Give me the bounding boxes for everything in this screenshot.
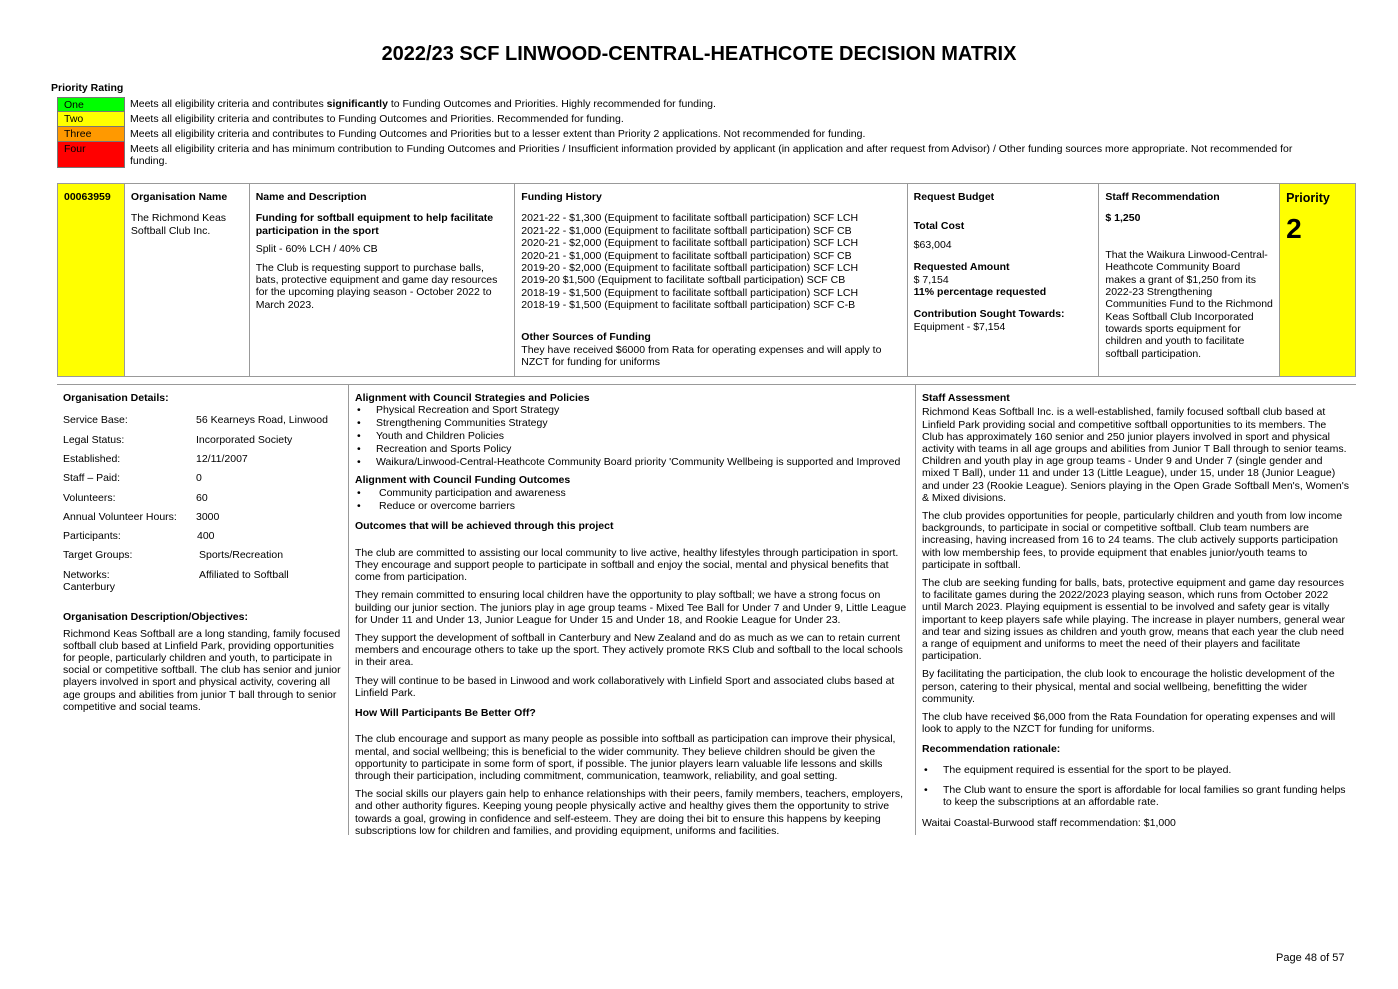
priority-desc-three: Meets all eligibility criteria and contributes to Funding Outcomes and Priorities but to a lesser extent than Priority 2 applications. Not recommended for funding. — [130, 128, 866, 140]
name-description-cell — [250, 184, 516, 376]
priority-rating-legend — [57, 97, 1317, 168]
org-detail-row — [63, 414, 342, 433]
priority-swatch-three: Three — [57, 127, 125, 142]
organisation-details-column — [57, 385, 348, 835]
project-title: Funding for softball equipment to help facilitate participation in the sport — [255, 212, 494, 237]
priority-value: 2 — [1286, 212, 1302, 244]
organisation-name-cell — [125, 184, 250, 376]
requested-percentage: 11% percentage requested — [913, 285, 1047, 298]
requested-amount-value: $ 7,154 — [913, 273, 949, 286]
org-detail-value: Affiliated to Softball — [199, 568, 289, 581]
org-detail-row — [63, 569, 342, 581]
rationale-heading: Recommendation rationale: — [922, 743, 1061, 756]
org-detail-value: 0 — [196, 472, 202, 485]
priority-rating-row — [57, 142, 1317, 168]
alignment-column — [348, 385, 915, 835]
org-detail-label: Service Base: — [63, 414, 128, 427]
staff-assessment-paragraph: The club provides opportunities for people, particularly children and youth from low income backgrounds, to participate in social or competitive softball. Club team numbers are increasing, having increased from 16 to 24 teams. The club actively supports participation with low membership fees, to provide equipment that enables junior/youth teams to participate in softball. — [922, 510, 1343, 571]
strategy-item: • Physical Recreation and Sport Strategy — [355, 404, 909, 417]
priority-desc-one: Meets all eligibility criteria and contributes significantly to Funding Outcomes and Priorities. Highly recommended for funding. — [130, 98, 716, 110]
org-detail-value: 12/11/2007 — [196, 452, 248, 465]
priority-swatch-two: Two — [57, 112, 125, 127]
staff-recommendation-text: That the Waikura Linwood-Central-Heathcote Community Board makes a grant of $1,250 from its 2022-23 Strengthening Communities Fund to the Richmond Keas Softball Club Incorporated towards sports equipment for children and youth to facilitate softball participation. — [1105, 248, 1273, 360]
org-detail-row — [63, 549, 342, 568]
other-funding-heading: Other Sources of Funding — [521, 331, 651, 344]
org-detail-row — [63, 530, 342, 549]
org-detail-row — [63, 472, 342, 491]
rationale-item: • The Club want to ensure the sport is affordable for local families so grant funding helps to keep the subscriptions at an affordable rate. — [922, 784, 1350, 810]
contribution-sought-value: Equipment - $7,154 — [913, 320, 1006, 333]
org-detail-value: 3000 — [196, 510, 220, 523]
name-description-heading: Name and Description — [255, 191, 367, 203]
staff-recommendation-amount: $ 1,250 — [1105, 212, 1141, 225]
funding-history-heading: Funding History — [521, 191, 602, 203]
strategy-item: • Waikura/Linwood-Central-Heathcote Community Board priority 'Community Wellbeing is supported and Improved — [355, 456, 909, 469]
strategy-item: • Youth and Children Policies — [355, 430, 909, 443]
organisation-name: The Richmond Keas Softball Club Inc. — [130, 212, 227, 237]
funding-outcome-item: • Reduce or overcome barriers — [355, 500, 909, 513]
staff-assessment-paragraph: The club are seeking funding for balls, bats, protective equipment and game day resources to facilitate games during the 2022/2023 playing season, which runs from October 2022 until March 2023. Playing equipment is essential to be involved and safety gear is vitally important to keep players safe while playing. The increase in player numbers, general wear and tear and sizing issues as children and youth grow, means that each year the club need a range of equipment and uniforms to meet the need of their players and facilitate participation. — [922, 577, 1345, 663]
rationale-list — [922, 764, 1350, 809]
funding-history-item: 2019-20 - $2,000 (Equipment to facilitate softball participation) SCF LCH — [521, 261, 859, 274]
staff-assessment-paragraph: Richmond Keas Softball Inc. is a well-established, family focused softball club based at Linfield Park providing social and competitive softball opportunities to its members. The Club has approximately 160 senior and 250 junior players involved in sport and physical activity with teams in all age groups and abilities from Junior T Ball through to senior teams. Children and youth play in age group teams - Under 9 and Under 7 (single gender and mixed T Ball), under 11 and under 13 (Little League), under 15, under 18 (Junior League) and under 23 (Rookie League). Seniors playing in the Open Grade Softball Men's, Women's & Mixed divisions. — [922, 406, 1349, 504]
organisation-description-heading: Organisation Description/Objectives: — [63, 611, 248, 624]
funding-history-item: 2019-20 $1,500 (Equipment to facilitate softball participation) SCF CB — [521, 274, 846, 287]
staff-assessment-heading: Staff Assessment — [922, 392, 1010, 404]
funding-outcome-item: • Community participation and awareness — [355, 487, 909, 500]
outcomes-paragraph: They will continue to be based in Linwood and work collaboratively with Linfield Sport and associated clubs based at Linfield Park. — [355, 674, 895, 699]
priority-rating-heading: Priority Rating — [51, 82, 124, 94]
decision-matrix-row — [57, 183, 1356, 377]
priority-rating-row — [57, 112, 1317, 127]
org-detail-value: 56 Kearneys Road, Linwood — [196, 414, 328, 427]
strategy-item: • Strengthening Communities Strategy — [355, 417, 909, 430]
priority-swatch-four: Four — [57, 142, 125, 168]
org-detail-row — [63, 511, 342, 530]
request-budget-heading: Request Budget — [913, 191, 995, 203]
outcomes-paragraph: The club are committed to assisting our local community to live active, healthy lifestyles through participation in sport. They encourage and support people to participate in softball and enjoy the social, mental and physical benefits that come from participation. — [355, 546, 899, 584]
strategy-item: • Recreation and Sports Policy — [355, 443, 909, 456]
priority-desc-two: Meets all eligibility criteria and contributes to Funding Outcomes and Priorities. Recommended for funding. — [130, 113, 624, 125]
other-funding-text: They have received $6000 from Rata for operating expenses and will apply to NZCT for funding for uniforms — [521, 343, 882, 369]
org-detail-value: Incorporated Society — [196, 433, 293, 446]
staff-recommendation-heading: Staff Recommendation — [1105, 191, 1220, 203]
org-detail-value: Sports/Recreation — [199, 549, 284, 562]
project-description: The Club is requesting support to purchase balls, bats, protective equipment and game day resources for the upcoming playing season - October 2022 to March 2023. — [255, 261, 498, 311]
funding-history-item: 2020-21 - $2,000 (Equipment to facilitate softball participation) SCF LCH — [521, 237, 859, 250]
org-detail-label: Annual Volunteer Hours: — [63, 510, 177, 523]
staff-assessment-paragraph: The club have received $6,000 from the Rata Foundation for operating expenses and will look to apply to the NZCT for funding for uniforms. — [922, 711, 1336, 736]
org-detail-label: Networks: — [63, 568, 110, 581]
better-off-paragraph: The social skills our players gain help to enhance relationships with their peers, family members, teachers, employers, and other authority figures. Keeping young people physically active and healthy gives them the opportunity to strive towards a goal, growing in confidence and self-esteem. They are doing thei bit to ensure this happens by keeping subscriptions low for children and families, and providing equipment, uniforms and facilities. — [355, 788, 903, 837]
org-detail-label: Staff – Paid: — [63, 472, 121, 485]
org-detail-label: Volunteers: — [63, 491, 116, 504]
request-budget-cell — [908, 184, 1100, 376]
funding-history-item: 2020-21 - $1,000 (Equipment to facilitate softball participation) SCF CB — [521, 249, 852, 262]
organisation-description: Richmond Keas Softball are a long standing, family focused softball club based at Linfield Park, providing opportunities for people, particularly children and youth, to participate in social or competitive softball. The club has senior and junior players involved in sport and physical activity, covering all age groups and abilities from junior T ball through to senior competitive and social teams. — [63, 627, 341, 713]
application-details-section — [57, 384, 1356, 837]
contribution-sought-label: Contribution Sought Towards: — [913, 308, 1065, 321]
strategies-list — [355, 404, 909, 468]
priority-rating-row — [57, 97, 1317, 112]
application-id: 00063959 — [64, 191, 111, 203]
funding-history-item: 2018-19 - $1,500 (Equipment to facilitate softball participation) SCF LCH — [521, 286, 859, 299]
staff-assessment-column — [915, 385, 1356, 835]
rationale-item: • The equipment required is essential for the sport to be played. — [922, 764, 1350, 777]
org-detail-row — [63, 434, 342, 453]
page-title: 2022/23 SCF LINWOOD-CENTRAL-HEATHCOTE DECISION MATRIX — [381, 43, 1017, 65]
total-cost-label: Total Cost — [913, 220, 965, 233]
outcomes-achieved-heading: Outcomes that will be achieved through this project — [355, 520, 614, 533]
organisation-name-heading: Organisation Name — [130, 191, 228, 203]
staff-recommendation-cell — [1099, 184, 1280, 376]
funding-history-list — [521, 212, 900, 311]
funding-outcomes-list — [355, 487, 909, 513]
funding-history-item: 2021-22 - $1,300 (Equipment to facilitate softball participation) SCF LCH — [521, 212, 859, 225]
priority-heading: Priority — [1286, 191, 1330, 205]
funding-split: Split - 60% LCH / 40% CB — [255, 243, 378, 256]
better-off-heading: How Will Participants Be Better Off? — [355, 706, 536, 719]
funding-history-item: 2018-19 - $1,500 (Equipment to facilitate softball participation) SCF C-B — [521, 299, 856, 311]
priority-cell — [1280, 184, 1355, 376]
total-cost-value: $63,004 — [913, 238, 952, 251]
application-id-cell — [58, 184, 125, 376]
org-detail-value: 60 — [196, 491, 208, 504]
requested-amount-label: Requested Amount — [913, 261, 1010, 274]
outcomes-paragraph: They remain committed to ensuring local children have the opportunity to play softball; we have a strong focus on building our junior section. The juniors play in age group teams - Mixed Tee Ball for Under 7 and Under 9, Little League for Under 11 and Under 13, Junior League for Under 15 and Under 18, and Rookie League for Under 23. — [355, 589, 907, 626]
priority-rating-row — [57, 127, 1317, 142]
org-detail-row — [63, 492, 342, 511]
org-detail-value: 400 — [197, 530, 215, 543]
outcomes-paragraph: They support the development of softball in Canterbury and New Zealand and do as much as we can to retain current members and encourage others to take up the sport. They actively promote RKS Club and softball to the local schools in their area. — [355, 631, 903, 669]
org-detail-label: Target Groups: — [63, 549, 133, 562]
org-detail-label: Participants: — [63, 530, 121, 543]
strategies-heading: Alignment with Council Strategies and Policies — [355, 392, 590, 404]
priority-swatch-one: One — [57, 97, 125, 112]
page-number: Page 48 of 57 — [1276, 952, 1345, 964]
funding-history-item: 2021-22 - $1,000 (Equipment to facilitate softball participation) SCF CB — [521, 224, 852, 237]
better-off-paragraph: The club encourage and support as many people as possible into softball as participation can improve their physical, mental, and social wellbeing; this is beneficial to the wider community. They believe children should be given the opportunity to participate in some form of sport, if possible. The junior players learn valuable life lessons and skills through their participation, including commitment, communication, teamwork, reliability, and goal setting. — [355, 733, 896, 782]
priority-desc-four: Meets all eligibility criteria and has minimum contribution to Funding Outcomes and Priorities / Insufficient information provided by applicant (in application and after request from Advisor) / Other funding sources more appropriate. Not recommended for funding. — [130, 143, 1293, 167]
other-board-recommendation: Waitai Coastal-Burwood staff recommendation: $1,000 — [922, 817, 1176, 830]
networks-continued: Canterbury — [63, 580, 115, 593]
org-detail-label: Established: — [63, 452, 121, 465]
org-detail-row — [63, 453, 342, 472]
funding-outcomes-heading: Alignment with Council Funding Outcomes — [355, 474, 571, 487]
funding-history-cell — [515, 184, 907, 376]
organisation-details-heading: Organisation Details: — [63, 392, 169, 404]
staff-assessment-paragraph: By facilitating the participation, the club look to encourage the holistic development of the person, catering to their physical, mental and social wellbeing, benefitting the wider community. — [922, 668, 1335, 705]
org-detail-label: Legal Status: — [63, 433, 125, 446]
